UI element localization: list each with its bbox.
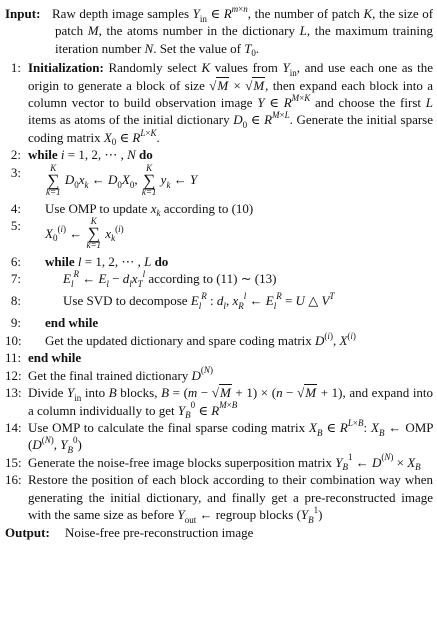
line-11 <box>5 349 433 366</box>
line-number: 8: <box>10 293 21 309</box>
l4-text-2: according to (10) <box>163 200 254 216</box>
init-text-5: and choose the first <box>315 95 421 111</box>
l13-text-3: blocks, <box>120 385 158 401</box>
init-text-4: , then expand each block into a column vector to build observation image <box>28 77 434 111</box>
line-5: 5: $X_0^{(i)}$ ← K ∑ k=1 $x_k^{(i)}$ <box>5 217 433 253</box>
line-number: 13: <box>5 385 22 401</box>
input-text-4: , the atoms number in the dictionary <box>98 23 295 39</box>
line-13: 13: Divide $Y_{in}$ into B blocks, B = (m − √M + 1) × (n − √M + 1), and expand into a column individually to get $Y_B^0$ ∈ $R^{M\times B}$ <box>5 385 434 421</box>
input-text-5: , the maximum training iteration number <box>55 23 433 56</box>
line-number: 6: <box>10 254 21 270</box>
line-15: 15: Generate the noise-free image blocks superposition matrix $Y_B^1$ ← $D^{(N)} \times X_B$ <box>5 452 421 473</box>
while-keyword: while <box>45 254 75 270</box>
algorithm-output <box>5 524 433 541</box>
line-number: 3: <box>10 164 21 180</box>
line-8: 8: Use SVD to decompose $E_l^R$ : $d_l$, $x_R^l$ ← $E_l^R = U$ △ $V^T$ <box>5 292 433 314</box>
omp-text: OMP <box>405 419 434 435</box>
line-4: 4: Use OMP to update $x_k$ according to (10) <box>5 200 433 217</box>
l12-text: Get the final trained dictionary <box>28 367 189 383</box>
line-number: 2: <box>10 147 21 163</box>
line-2: 2: while i = 1, 2, ⋯ , N do <box>5 146 433 163</box>
line-number: 5: <box>10 218 21 234</box>
init-text-7: . Generate the initial sparse coding matrix <box>28 112 434 145</box>
line-number: 4: <box>10 200 21 216</box>
line-number: 14: <box>5 419 22 435</box>
input-text-6: . Set the value of <box>153 40 241 56</box>
init-text-2: values from <box>214 60 278 76</box>
line-1: 1: Initialization: Randomly select K values from $Y_{in}$, and use each one as the origin to generate a block of size √M × √M, then expand each block into a column vector to build observation image Y ∈ $R^{M\times K}$ and choose the first L items as atoms of the initial dictionary $D_0$ ∈ $R^{M\times L}$. Generate the initial sparse coding matrix $X_0$ ∈ $R^{L\times K}$. <box>5 59 433 146</box>
output-text: Noise-free pre-reconstruction image <box>65 525 254 541</box>
init-text-1: Randomly select <box>108 60 197 76</box>
line-7: 7: $E_l^R$ ← $E_l - d_lx_T^l$ according to (11) ∼ (13) <box>5 270 433 292</box>
l13-text-1: Divide <box>28 385 64 401</box>
l13-text-2: into <box>84 385 106 401</box>
l10-text: Get the updated dictionary and spare coding matrix <box>45 332 312 348</box>
regroup-text: regroup blocks <box>215 506 294 522</box>
input-text-2: the number of patch <box>254 6 360 21</box>
line-number: 11: <box>5 350 22 366</box>
line-number: 15: <box>5 454 22 470</box>
init-keyword: Initialization: <box>28 60 104 76</box>
line-number: 10: <box>5 332 22 348</box>
while-keyword: while <box>28 147 58 163</box>
line-9 <box>5 314 433 331</box>
line-number: 16: <box>5 472 22 488</box>
line-number: 12: <box>5 367 22 383</box>
algorithm-input: Input: Raw depth image samples $Y_{in}$ ∈ $R^{m\times n}$, the number of patch K, the size of patch M, the atoms number in the dictionary L, the maximum training iteration number N. Set the value of $T_0$. <box>5 3 434 59</box>
do-keyword: do <box>139 147 153 163</box>
l8-text: Use SVD to decompose <box>63 293 188 309</box>
output-label: Output: <box>5 525 50 541</box>
l14-text: Use OMP to calculate the final sparse coding matrix <box>28 419 306 435</box>
line-16: 16: Restore the position of each block according to their combination way when generating the initial dictionary, and finally get a pre-reconstructed image with the same size as before $Y_{out}$ ← regroup blocks $(Y_B^1)$ <box>5 472 433 525</box>
do-keyword: do <box>154 254 169 270</box>
init-text-6: items as atoms of the initial dictionary <box>28 112 230 128</box>
line-number: 1: <box>10 60 21 76</box>
init-text-3: , and use each one as the origin to generate a block of size <box>28 60 434 93</box>
end-while-keyword: end while <box>45 315 99 331</box>
l13-text-4: and expand into a column individually to get <box>28 385 434 418</box>
l7-text: according to (11) ∼ (13) <box>148 271 277 287</box>
line-14: 14: Use OMP to calculate the final sparse coding matrix $X_B$ ∈ $R^{L\times B}$: $X_B$ ← OMP ($D^{(N)}$, $Y_B^0$) <box>5 417 434 455</box>
input-text-1: Raw depth image samples <box>52 6 190 21</box>
line-12: 12: Get the final trained dictionary $D^{(N)}$ <box>5 365 213 383</box>
l15-text: Generate the noise-free image blocks superposition matrix <box>28 454 332 470</box>
l4-text-1: Use OMP to update <box>45 200 148 216</box>
end-while-keyword: end while <box>28 350 82 366</box>
line-number: 7: <box>10 271 21 287</box>
l16-text: Restore the position of each block according to their combination way when generating the initial dictionary, and finally get a pre-reconstructed image with the same size as before <box>28 472 433 522</box>
line-number: 9: <box>10 315 21 331</box>
input-text-3: , the size of patch <box>55 6 434 39</box>
line-10: 10: Get the updated dictionary and spare coding matrix $D^{(i)}$, $X^{(i)}$ <box>5 330 356 348</box>
input-label: Input: <box>5 6 41 21</box>
line-6: 6: while l = 1, 2, ⋯ , L do <box>5 253 433 270</box>
line-3: 3: K ∑ k=1 $D_0x_k$ ← $D_0X_0$, K ∑ k=1 $y_k$ ← Y <box>5 164 433 200</box>
